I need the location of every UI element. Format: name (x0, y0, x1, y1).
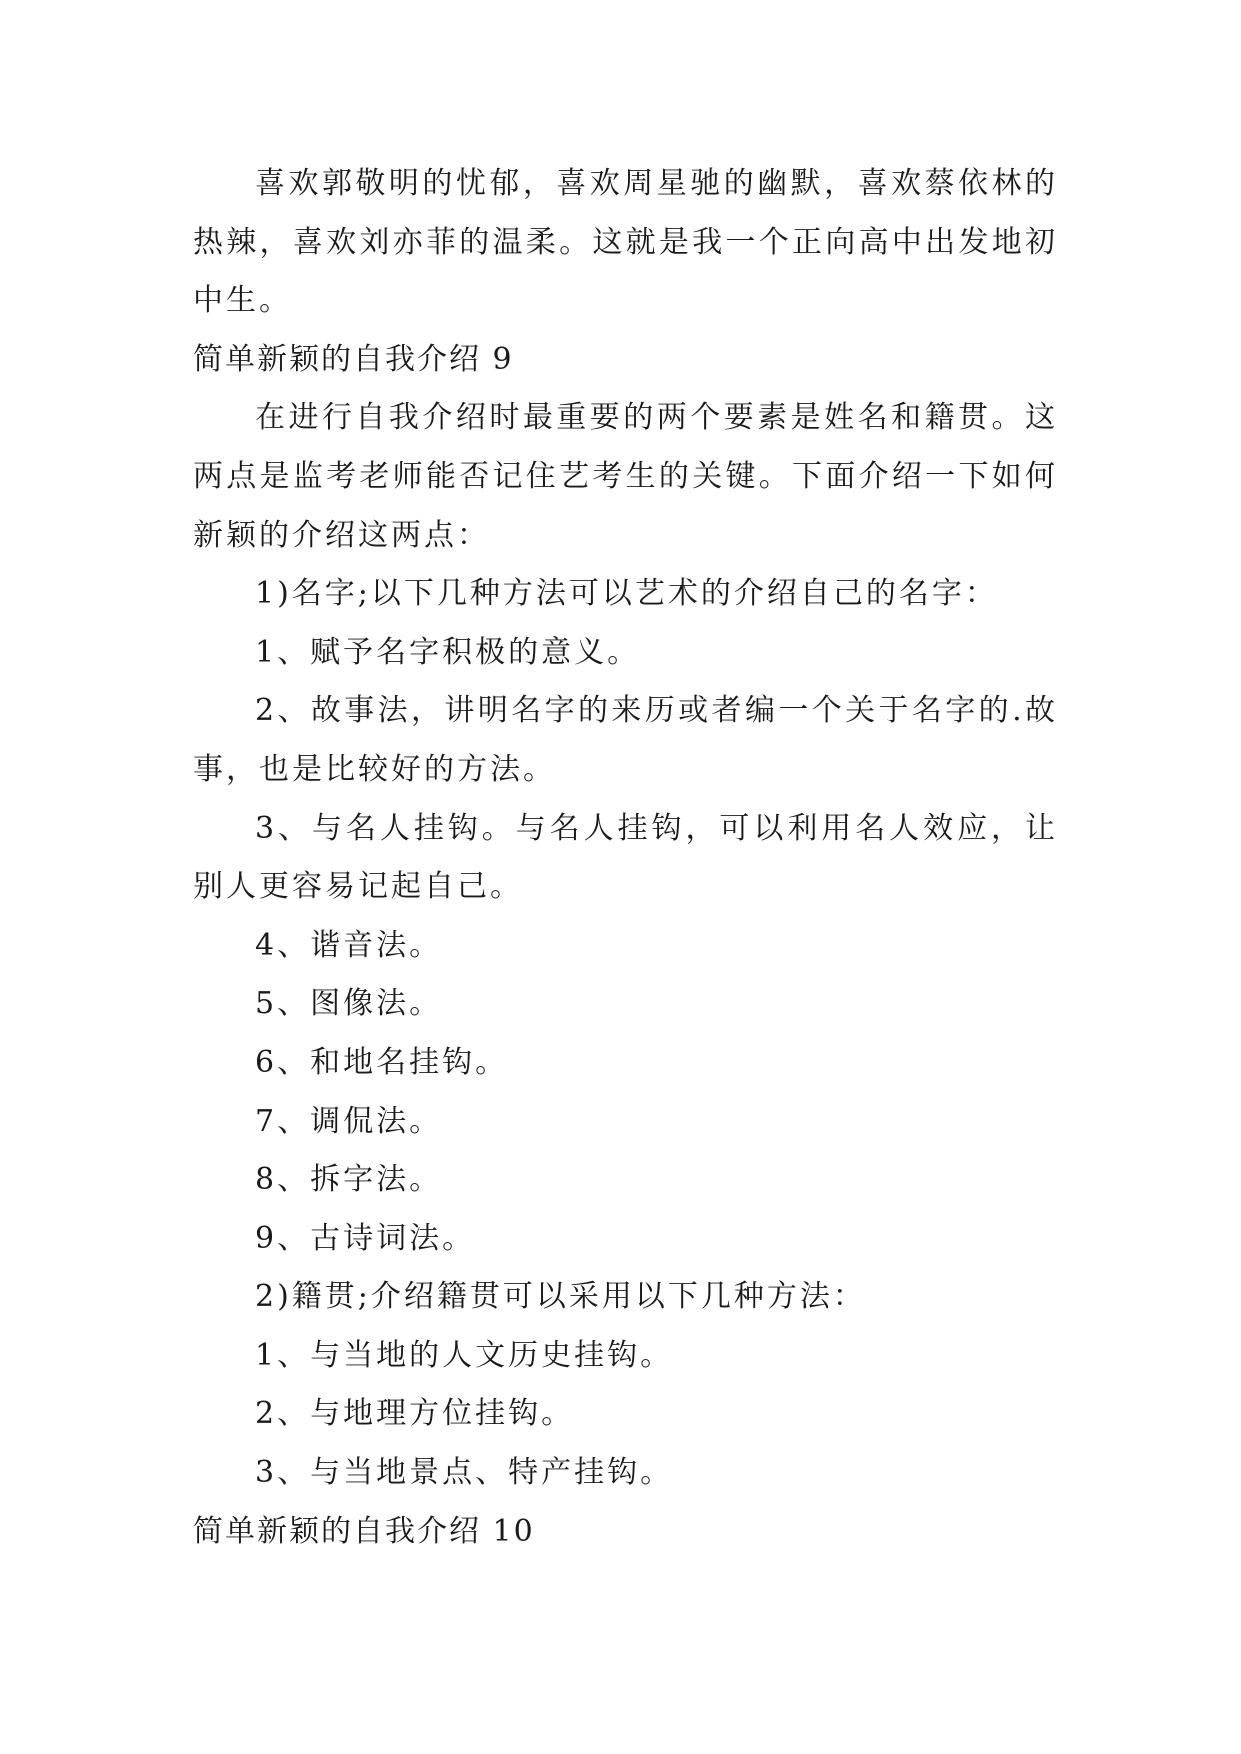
paragraph-line: 在进行自我介绍时最重要的两个要素是姓名和籍贯。这 (255, 400, 1055, 436)
list-item: 3、与名人挂钩。与名人挂钩，可以利用名人效应，让 (255, 810, 1055, 846)
list-item: 5、图像法。 (255, 986, 443, 1022)
list-item: 7、调侃法。 (255, 1103, 443, 1139)
list-item: 2、故事法，讲明名字的来历或者编一个关于名字的.故 (255, 693, 1055, 729)
list-item: 1)名字;以下几种方法可以艺术的介绍自己的名字： (255, 576, 998, 612)
paragraph-line: 中生。 (193, 283, 292, 319)
paragraph-line: 两点是监考老师能否记住艺考生的关键。下面介绍一下如何 (193, 458, 1055, 494)
list-item: 2、与地理方位挂钩。 (255, 1396, 575, 1432)
paragraph-line: 别人更容易记起自己。 (193, 869, 523, 905)
paragraph-line: 事，也是比较好的方法。 (193, 751, 556, 787)
list-item: 9、古诗词法。 (255, 1220, 476, 1256)
document-body (193, 155, 1055, 1561)
list-item: 6、和地名挂钩。 (255, 1044, 509, 1080)
section-heading: 简单新颖的自我介绍 10 (193, 1513, 535, 1549)
list-item: 3、与当地景点、特产挂钩。 (255, 1455, 674, 1491)
list-item: 1、赋予名字积极的意义。 (255, 634, 641, 670)
paragraph-line: 热辣，喜欢刘亦菲的温柔。这就是我一个正向高中出发地初 (193, 224, 1055, 260)
list-item: 1、与当地的人文历史挂钩。 (255, 1337, 674, 1373)
paragraph-line: 新颖的介绍这两点： (193, 517, 490, 553)
list-item: 4、谐音法。 (255, 927, 443, 963)
list-item: 2)籍贯;介绍籍贯可以采用以下几种方法： (255, 1279, 866, 1315)
section-heading: 简单新颖的自我介绍 9 (193, 341, 514, 377)
paragraph-line: 喜欢郭敬明的忧郁，喜欢周星驰的幽默，喜欢蔡依林的 (255, 166, 1055, 201)
list-item: 8、拆字法。 (255, 1162, 443, 1198)
